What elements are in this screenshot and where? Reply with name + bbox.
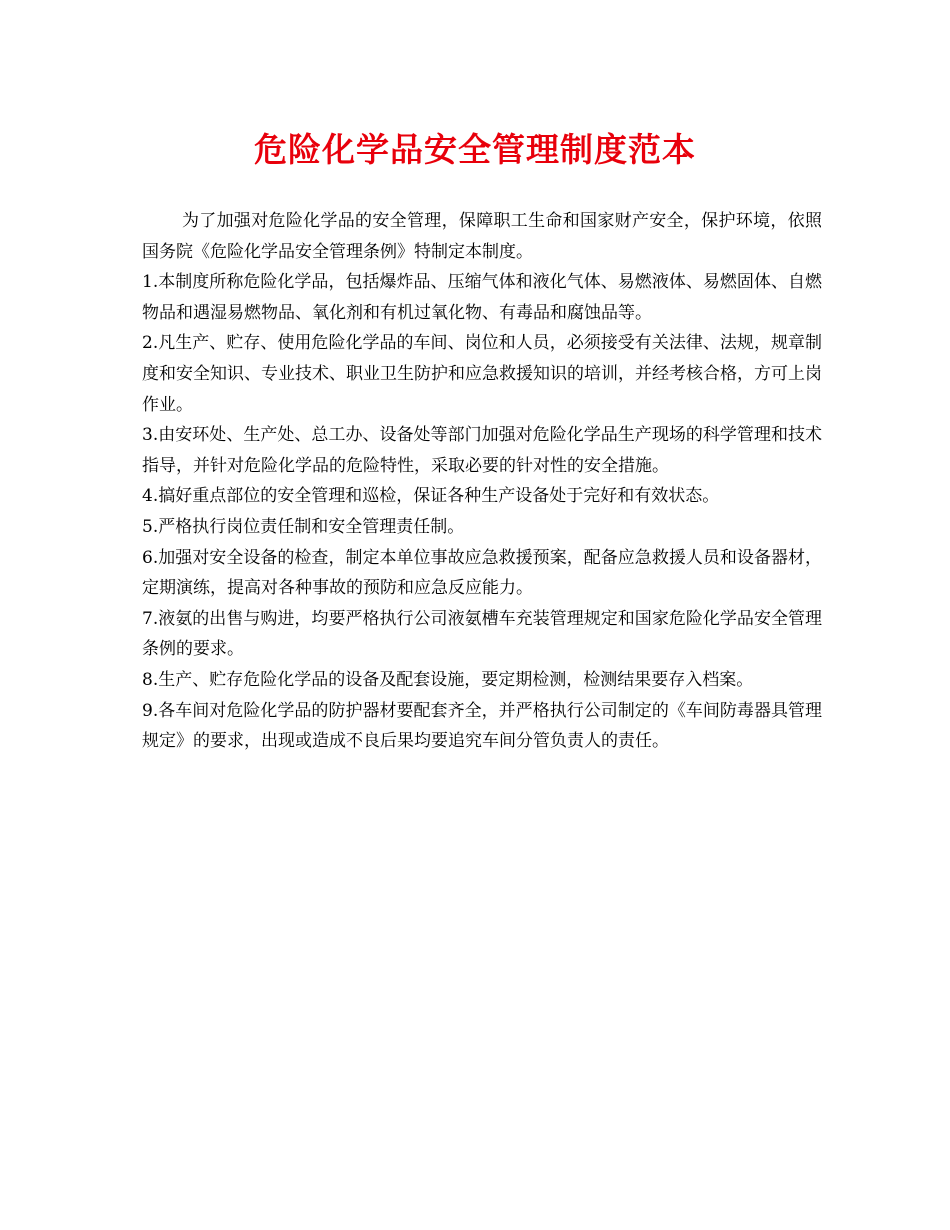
document-body [142,206,822,757]
rule-item-2: 2.凡生产、贮存、使用危险化学品的车间、岗位和人员，必须接受有关法律、法规，规章制度和安全知识、专业技术、职业卫生防护和应急救援知识的培训，并经考核合格，方可上岗作业。 [142,333,822,415]
page-title: 危险化学品安全管理制度范本 [254,130,696,169]
rule-item-4: 4.搞好重点部位的安全管理和巡检，保证各种生产设备处于完好和有效状态。 [142,486,720,507]
rule-item-5: 5.严格执行岗位责任制和安全管理责任制。 [142,516,465,537]
rule-item-3: 3.由安环处、生产处、总工办、设备处等部门加强对危险化学品生产现场的科学管理和技术指导，并针对危险化学品的危险特性，采取必要的针对性的安全措施。 [142,425,822,476]
intro-paragraph: 为了加强对危险化学品的安全管理，保障职工生命和国家财产安全，保护环境，依照国务院《危险化学品安全管理条例》特制定本制度。 [142,211,822,262]
rule-item-9: 9.各车间对危险化学品的防护器材要配套齐全，并严格执行公司制定的《车间防毒器具管理规定》的要求，出现或造成不良后果均要追究车间分管负责人的责任。 [142,700,822,752]
rule-item-7: 7.液氨的出售与购进，均要严格执行公司液氨槽车充装管理规定和国家危险化学品安全管理条例的要求。 [142,608,822,660]
rule-item-1: 1.本制度所称危险化学品，包括爆炸品、压缩气体和液化气体、易燃液体、易燃固体、自燃物品和遇湿易燃物品、氧化剂和有机过氧化物、有毒品和腐蚀品等。 [142,272,822,323]
rule-item-6: 6.加强对安全设备的检查，制定本单位事故应急救援预案，配备应急救援人员和设备器材，定期演练，提高对各种事故的预防和应急反应能力。 [142,547,822,599]
rule-item-8: 8.生产、贮存危险化学品的设备及配套设施，要定期检测，检测结果要存入档案。 [142,669,754,690]
